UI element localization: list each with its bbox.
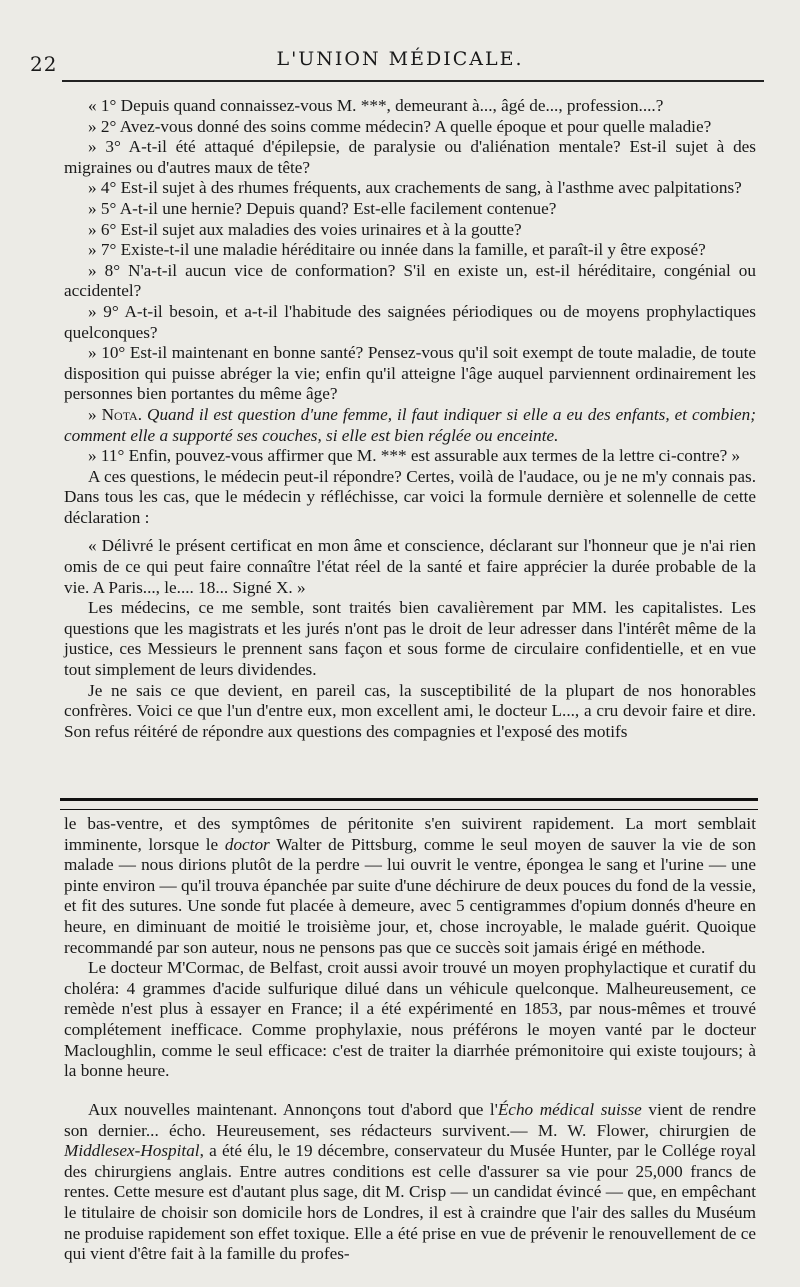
body-paragraph: Le docteur M'Cormac, de Belfast, croit aussi avoir trouvé un moyen prophylactique et curatif du choléra: 4 grammes d'acide sulfurique dilué dans un véhicule quelconque. Malheureusement, ce remède n'est plus à essayer en France; il a été expérimenté en 1853, par nous-mêmes et trouvé complétement inefficace. Comme prophylaxie, nous préférons le moyen vanté par le docteur Macloughlin, comme le seul efficace: c'est de traiter la diarrhée prémonitoire qui existe toujours; à la bonne heure. [64, 958, 756, 1081]
certificate-formula: « Délivré le présent certificat en mon âme et conscience, déclarant sur l'honneur que je n'ai rien omis de ce qui peut faire connaître l'état réel de la santé et faire apprécier la durée probable de la vie. A Paris..., le.... 18... Signé X. » [64, 536, 756, 597]
header-rule [62, 80, 764, 82]
text-run: vient de rendre son dernier... écho. Heureusement, ses rédacteurs survivent.— M. W. Flower, chirurgien de [64, 1100, 756, 1140]
question-item: » 9° A-t-il besoin, et a-t-il l'habitude des saignées périodiques ou de moyens prophylactiques quelconques? [64, 301, 756, 342]
text-run: le bas-ventre, et des symptômes de péritonite s'en suivirent rapidement. La mort semblait imminente, lorsque le [64, 814, 756, 854]
text-run-italic: doctor [224, 834, 270, 854]
body-paragraph [64, 814, 756, 958]
body-paragraph [64, 1100, 756, 1265]
question-item: » 3° A-t-il été attaqué d'épilepsie, de paralysie ou d'aliénation mentale? Est-il sujet à des migraines ou d'autres maux de tête? [64, 137, 756, 177]
news-section [64, 1100, 756, 1265]
questionnaire-section [64, 96, 756, 742]
question-item: » 10° Est-il maintenant en bonne santé? Pensez-vous qu'il soit exempt de toute maladie, de toute disposition qui puisse abréger la vie; enfin qu'il atteigne l'âge auquel parviennent ordinairement les personnes bien portantes du même âge? [64, 343, 756, 404]
body-paragraph: A ces questions, le médecin peut-il répondre? Certes, voilà de l'audace, ou je ne m'y connais pas. Dans tous les cas, que le médecin y réfléchisse, car voici la formule dernière et solennelle de cette déclaration : [64, 466, 756, 527]
journal-title: Écho médical suisse [497, 1100, 642, 1119]
page-header [0, 40, 800, 76]
question-item: » 2° Avez-vous donné des soins comme médecin? A quelle époque et pour quelle maladie? [88, 116, 712, 136]
text-run: , a été élu, le 19 décembre, conservateur du Musée Hunter, par le Collége royal des chirurgiens anglais. Entre autres conditions est celle d'assurer sa vie pour 25,000 francs de rentes. Cette mesure est d'autant plus sage, dit M. Crisp — un candidat évincé — que, en empêchant le titulaire de choisir son domicile hors de Londres, il est à craindre que l'air des salles du Muséum ne produise rapidement son effet toxique. Elle a été prise en vue de prévenir le renouvellement de ce qui vient d'être fait à la famille du profes- [64, 1141, 756, 1264]
nota-text: Quand il est question d'une femme, il faut indiquer si elle a eu des enfants, et combien; comment elle a supporté ses couches, si elle est bien réglée ou enceinte. [64, 404, 756, 445]
body-paragraph: Je ne sais ce que devient, en pareil cas, la susceptibilité de la plupart de nos honorables confrères. Voici ce que l'un d'entre eux, mon excellent ami, le docteur L..., a cru devoir faire et dire. Son refus réitéré de répondre aux questions des compagnies et l'exposé des motifs [64, 680, 756, 741]
question-item: » 7° Existe-t-il une maladie héréditaire ou innée dans la famille, et paraît-il y être exposé? [88, 240, 706, 260]
running-title: L'UNION MÉDICALE. [276, 48, 524, 70]
question-item: » 8° N'a-t-il aucun vice de conformation? S'il en existe un, est-il héréditaire, congénial ou accidentel? [64, 260, 756, 301]
question-item: » 11° Enfin, pouvez-vous affirmer que M. *** est assurable aux termes de la lettre ci-contre? » [88, 446, 741, 466]
question-item: « 1° Depuis quand connaissez-vous M. ***, demeurant à..., âgé de..., profession....? [88, 96, 664, 115]
hospital-name: Middlesex-Hospital [64, 1141, 200, 1161]
text-run: Walter de Pittsburg, comme le seul moyen de sauver la vie de son malade — nous dirions plutôt de la perdre — lui ouvrit le ventre, épongea le sang et l'urine — une pinte environ — qu'il trouva épanchée par suite d'une déchirure de deux pouces du fond de la vessie, et fit des sutures. Une sonde fut placée à demeure, avec 5 centigrammes d'opium donnés d'heure en heure, en diminuant de moitié le troisième jour, et, chose incroyable, le malade guérit. Quoique recommandé par son auteur, nous ne pensons pas que ce succès soit jamais érigé en méthode. [64, 834, 756, 957]
section-divider [60, 798, 758, 810]
page-number: 22 [30, 52, 58, 76]
text-run: Aux nouvelles maintenant. Annonçons tout d'abord que l' [88, 1100, 498, 1119]
feuilleton-section [64, 814, 756, 1082]
nota-label: Nota. [101, 404, 143, 424]
question-item: » 4° Est-il sujet à des rhumes fréquents, aux crachements de sang, à l'asthme avec palpitations? [88, 178, 742, 198]
nota-paragraph [64, 405, 756, 446]
question-item: » 5° A-t-il une hernie? Depuis quand? Est-elle facilement contenue? [88, 198, 557, 218]
nota-prefix: » [88, 404, 102, 424]
question-item: » 6° Est-il sujet aux maladies des voies urinaires et à la goutte? [88, 219, 522, 239]
body-paragraph: Les médecins, ce me semble, sont traités bien cavalièrement par MM. les capitalistes. Les questions que les magistrats et les jurés n'ont pas le droit de leur adresser dans l'intérêt même de la justice, ces Messieurs le prennent sans façon et sous forme de circulaire confidentielle, et en vue tout simplement de leurs dividendes. [64, 598, 756, 680]
